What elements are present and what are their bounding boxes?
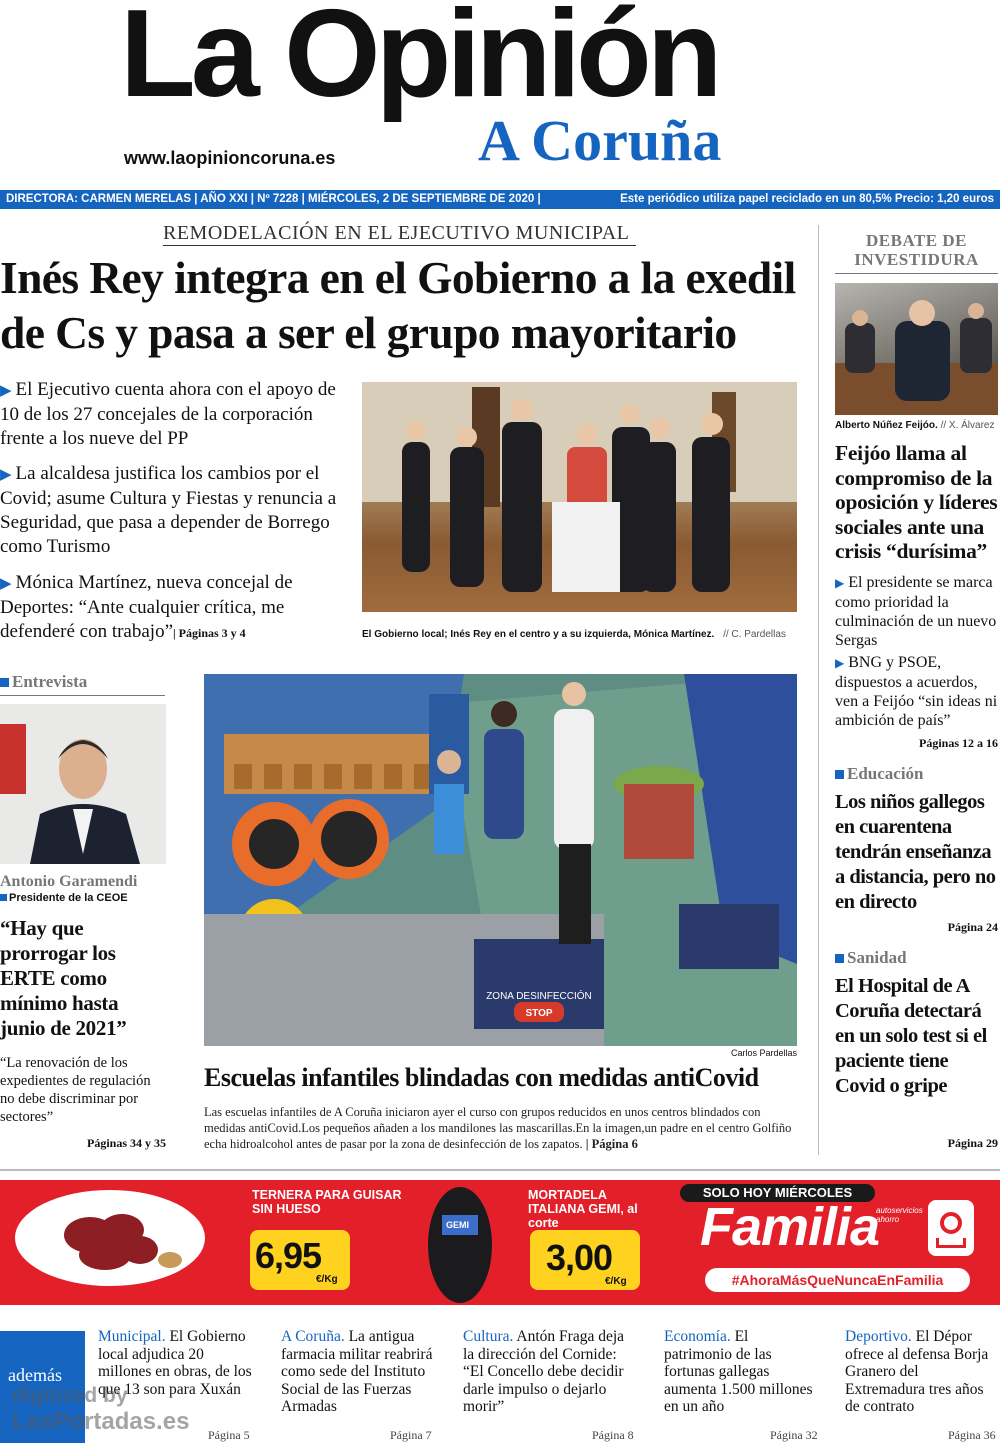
parliament-photo-illustration: [835, 283, 998, 415]
feijoo-pages[interactable]: Páginas 12 a 16: [918, 736, 998, 750]
group-photo-illustration: [362, 382, 797, 612]
kicker-rule: [163, 245, 636, 246]
education-pages[interactable]: Página 24: [947, 920, 998, 934]
schools-body: Las escuelas infantiles de A Coruña iniciaron ayer el curso con grupos reducidos en unos centros blindados con medidas antiCovid.Los pequeños añaden a los mandilones las mascarillas.En la imagen,un padre en el centro Golfiño echa hidroalcohol antes de pasar por la zona de desinfección de los zapatos. | Página 6: [204, 1105, 792, 1151]
ad-price2: 3,00: [546, 1237, 613, 1278]
interview-rule: [0, 695, 165, 696]
ad-unit2: €/Kg: [605, 1276, 627, 1287]
footer-page: Página 5: [208, 1428, 250, 1442]
ad-divider: [0, 1169, 1000, 1171]
right-kicker-rule: [835, 273, 998, 274]
feijoo-bullet: ▶ El presidente se marca como prioridad la culminación de un nuevo Sergas: [835, 574, 997, 649]
ad-unit1: €/Kg: [316, 1274, 338, 1285]
lead-photo[interactable]: [362, 382, 797, 612]
ad-hashtag: #AhoraMásQueNuncaEnFamilia: [731, 1272, 944, 1288]
newspaper-logo: La Opinión: [120, 0, 718, 123]
info-bar-left: DIRECTORA: CARMEN MERELAS | AÑO XXI | Nº 7228 | MIÉRCOLES, 2 DE SEPTIEMBRE DE 2020 |: [6, 193, 541, 205]
feijoo-photo[interactable]: [835, 283, 998, 415]
ad-brand-tag: autoservicios ahorro: [876, 1206, 923, 1224]
footer-item[interactable]: A Coruña. La antigua farmacia militar reabrirá como sede del Instituto Social de las Fuerzas Armadas: [281, 1328, 433, 1415]
section-square-icon: [0, 678, 9, 687]
footer-item[interactable]: Deportivo. El Dépor ofrece al defensa Borja Granero del Extremadura tres años de contrato: [845, 1328, 989, 1415]
interview-role: Presidente de la CEOE: [0, 892, 128, 904]
interview-section: Entrevista: [0, 672, 87, 692]
health-headline[interactable]: El Hospital de A Coruña detectará en un solo test si el paciente tiene Covid o gripe: [835, 975, 987, 1097]
footer-item[interactable]: Municipal. El Gobierno local adjudica 20 millones en obras, de los que 13 son para Xuxán: [98, 1328, 252, 1398]
lead-kicker: REMODELACIÓN EN EL EJECUTIVO MUNICIPAL: [163, 222, 630, 244]
footer-page: Página 8: [592, 1428, 634, 1442]
education-section: Educación: [835, 764, 924, 784]
schools-credit: Carlos Pardellas: [730, 1048, 797, 1058]
triangle-icon: ▶: [0, 467, 12, 483]
ad-package-label: GEMI: [446, 1220, 470, 1230]
education-headline[interactable]: Los niños gallegos en cuarentena tendrán enseñanza a distancia, pero no en directo: [835, 791, 996, 913]
ad-price1: 6,95: [255, 1235, 322, 1276]
watermark-line2: LasPortadas.es: [12, 1408, 190, 1435]
ad-item2-label: MORTADELA ITALIANA GEMI, al corte: [528, 1188, 638, 1230]
section-square-icon: [835, 954, 844, 963]
lead-headline-line2[interactable]: de Cs y pasa a ser el grupo mayoritario: [0, 307, 737, 358]
masthead: [0, 0, 1000, 190]
interview-quote[interactable]: “Hay que prorrogar los ERTE como mínimo hasta junio de 2021”: [0, 916, 127, 1040]
ad-brand: Familia: [700, 1197, 880, 1257]
footer-page: Página 36: [948, 1428, 996, 1442]
footer-page: Página 7: [390, 1428, 432, 1442]
classroom-illustration: [204, 674, 797, 1046]
mat-text: ZONA DESINFECCIÓN: [486, 991, 592, 1002]
feijoo-bullet: ▶ BNG y PSOE, dispuestos a acuerdos, ven a Feijóo “sin ideas ni ambición de país”: [835, 654, 998, 729]
interview-subquote: “La renovación de los expedientes de regulación no debe discriminar por sectores”: [0, 1055, 151, 1125]
watermark-line1: digitized by: [12, 1384, 128, 1407]
interview-name: Antonio Garamendi: [0, 873, 138, 890]
triangle-icon: ▶: [0, 383, 12, 399]
section-square-icon: [835, 770, 844, 779]
footer-item[interactable]: Cultura. Antón Fraga deja la dirección del Cornide: “El Concello debe decidir darle impulso o dejarlo morir”: [463, 1328, 625, 1415]
stop-sign-text: STOP: [525, 1008, 553, 1019]
schools-headline[interactable]: Escuelas infantiles blindadas con medidas antiCovid: [204, 1063, 759, 1092]
interview-pages[interactable]: Páginas 34 y 35: [86, 1136, 166, 1150]
triangle-icon: ▶: [835, 656, 845, 670]
health-section: Sanidad: [835, 948, 907, 968]
footer-page: Página 32: [770, 1428, 818, 1442]
lead-bullet: ▶ El Ejecutivo cuenta ahora con el apoyo de 10 de los 27 concejales de la corporación frente a los nueve del PP: [0, 379, 336, 449]
feijoo-headline[interactable]: Feijóo llama al compromiso de la oposición y líderes sociales ante una crisis “durísima”: [835, 441, 998, 563]
triangle-icon: ▶: [0, 576, 12, 592]
right-kicker: DEBATE DE INVESTIDURA: [854, 231, 979, 269]
lead-headline-line1[interactable]: Inés Rey integra en el Gobierno a la exedil: [0, 252, 796, 303]
garamendi-photo[interactable]: [0, 704, 166, 864]
ad-item1-label: TERNERA PARA GUISAR SIN HUESO: [252, 1188, 402, 1216]
ademas-label: además: [8, 1365, 62, 1385]
website-link[interactable]: www.laopinioncoruna.es: [124, 148, 336, 168]
portrait-illustration: [0, 704, 166, 864]
newspaper-edition: A Coruña: [478, 108, 722, 173]
info-bar-right: Este periódico utiliza papel reciclado en un 80,5% Precio: 1,20 euros: [620, 193, 994, 205]
shopping-bag-icon: [928, 1200, 974, 1256]
info-bar: [0, 190, 1000, 209]
column-divider: [818, 225, 819, 1155]
triangle-icon: ▶: [835, 576, 845, 590]
ad-badge: SOLO HOY MIÉRCOLES: [702, 1185, 853, 1200]
lead-photo-caption: El Gobierno local; Inés Rey en el centro y a su izquierda, Mónica Martínez. // C. Pardellas: [362, 629, 786, 640]
schools-photo[interactable]: [204, 674, 797, 1046]
supermarket-ad[interactable]: [0, 1180, 1000, 1305]
footer-item[interactable]: Economía. El patrimonio de las fortunas gallegas aumenta 1.500 millones en un año: [664, 1328, 813, 1415]
feijoo-caption: Alberto Núñez Feijóo. // X. Álvarez: [835, 420, 995, 431]
lead-bullet: ▶ Mónica Martínez, nueva concejal de Deportes: “Ante cualquier crítica, me defenderé con trabajo”| Páginas 3 y 4: [0, 572, 293, 642]
section-square-icon: [0, 894, 7, 901]
health-pages[interactable]: Página 29: [947, 1136, 998, 1150]
lead-bullet: ▶ La alcaldesa justifica los cambios por el Covid; asume Cultura y Fiestas y renuncia a Seguridad, que pasa a depender de Borrego como Turismo: [0, 463, 337, 557]
